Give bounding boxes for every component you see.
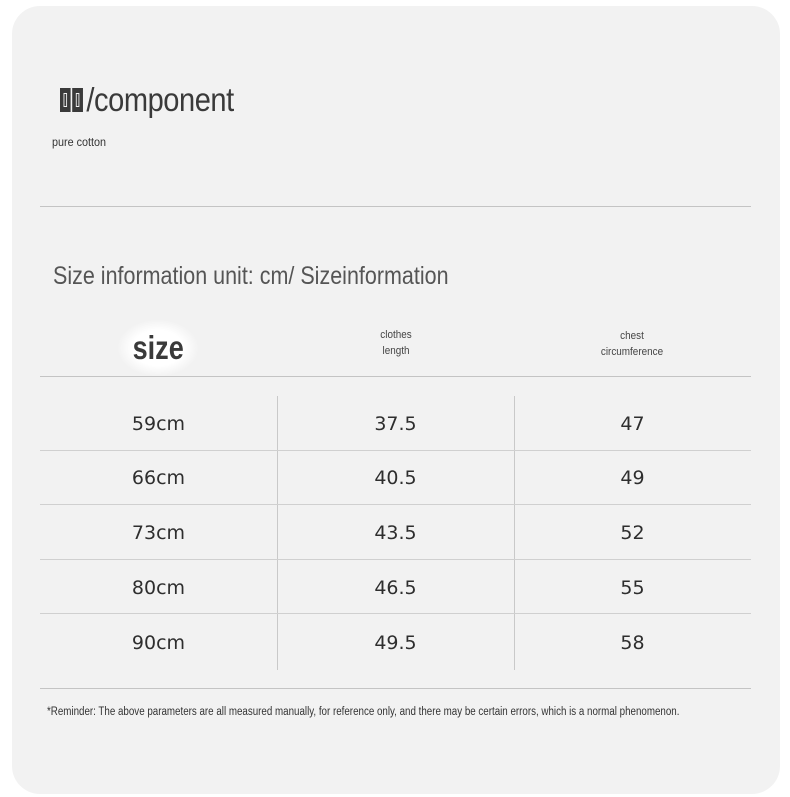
missing-glyph-icon — [72, 88, 83, 112]
reminder-note: *Reminder: The above parameters are all measured manually, for reference only, and there may be certain errors, which is a normal phenomenon. — [47, 706, 680, 718]
cell-size: 73cm — [131, 521, 186, 544]
cell-chest: 58 — [620, 631, 645, 654]
cell-size: 66cm — [131, 467, 186, 490]
cell-length: 40.5 — [374, 467, 417, 490]
size-table — [40, 396, 751, 669]
footer-divider — [40, 688, 751, 689]
cell-size: 80cm — [131, 576, 186, 599]
header-size-label: size — [132, 329, 184, 366]
header-clothes-length — [360, 327, 432, 359]
table-row — [40, 451, 751, 506]
material-title — [60, 78, 234, 122]
section-divider — [40, 206, 751, 207]
cell-length: 43.5 — [374, 521, 417, 544]
size-info-title: Size information unit: cm/ Sizeinformation — [53, 262, 449, 290]
header-divider — [40, 376, 751, 377]
cell-chest: 52 — [620, 521, 645, 544]
cell-chest: 47 — [620, 412, 645, 435]
cell-size: 90cm — [131, 631, 186, 654]
header-chest-line1: chest — [620, 330, 644, 342]
cell-size: 59cm — [131, 412, 186, 435]
cell-length: 49.5 — [374, 631, 417, 654]
table-row — [40, 396, 751, 451]
material-title-text: /component — [86, 81, 234, 118]
cell-chest: 55 — [620, 576, 645, 599]
header-length-line1: clothes — [380, 329, 412, 341]
header-size — [118, 320, 198, 376]
header-chest-line2: circumference — [600, 346, 664, 358]
cell-chest: 49 — [620, 467, 645, 490]
cell-length: 46.5 — [374, 576, 417, 599]
table-row — [40, 560, 751, 615]
header-chest-circumference — [587, 328, 677, 360]
table-row — [40, 505, 751, 560]
missing-glyph-icon — [60, 88, 71, 112]
header-length-line2: length — [382, 345, 410, 357]
material-value: pure cotton — [52, 135, 107, 149]
cell-length: 37.5 — [374, 412, 417, 435]
table-row — [40, 614, 751, 669]
